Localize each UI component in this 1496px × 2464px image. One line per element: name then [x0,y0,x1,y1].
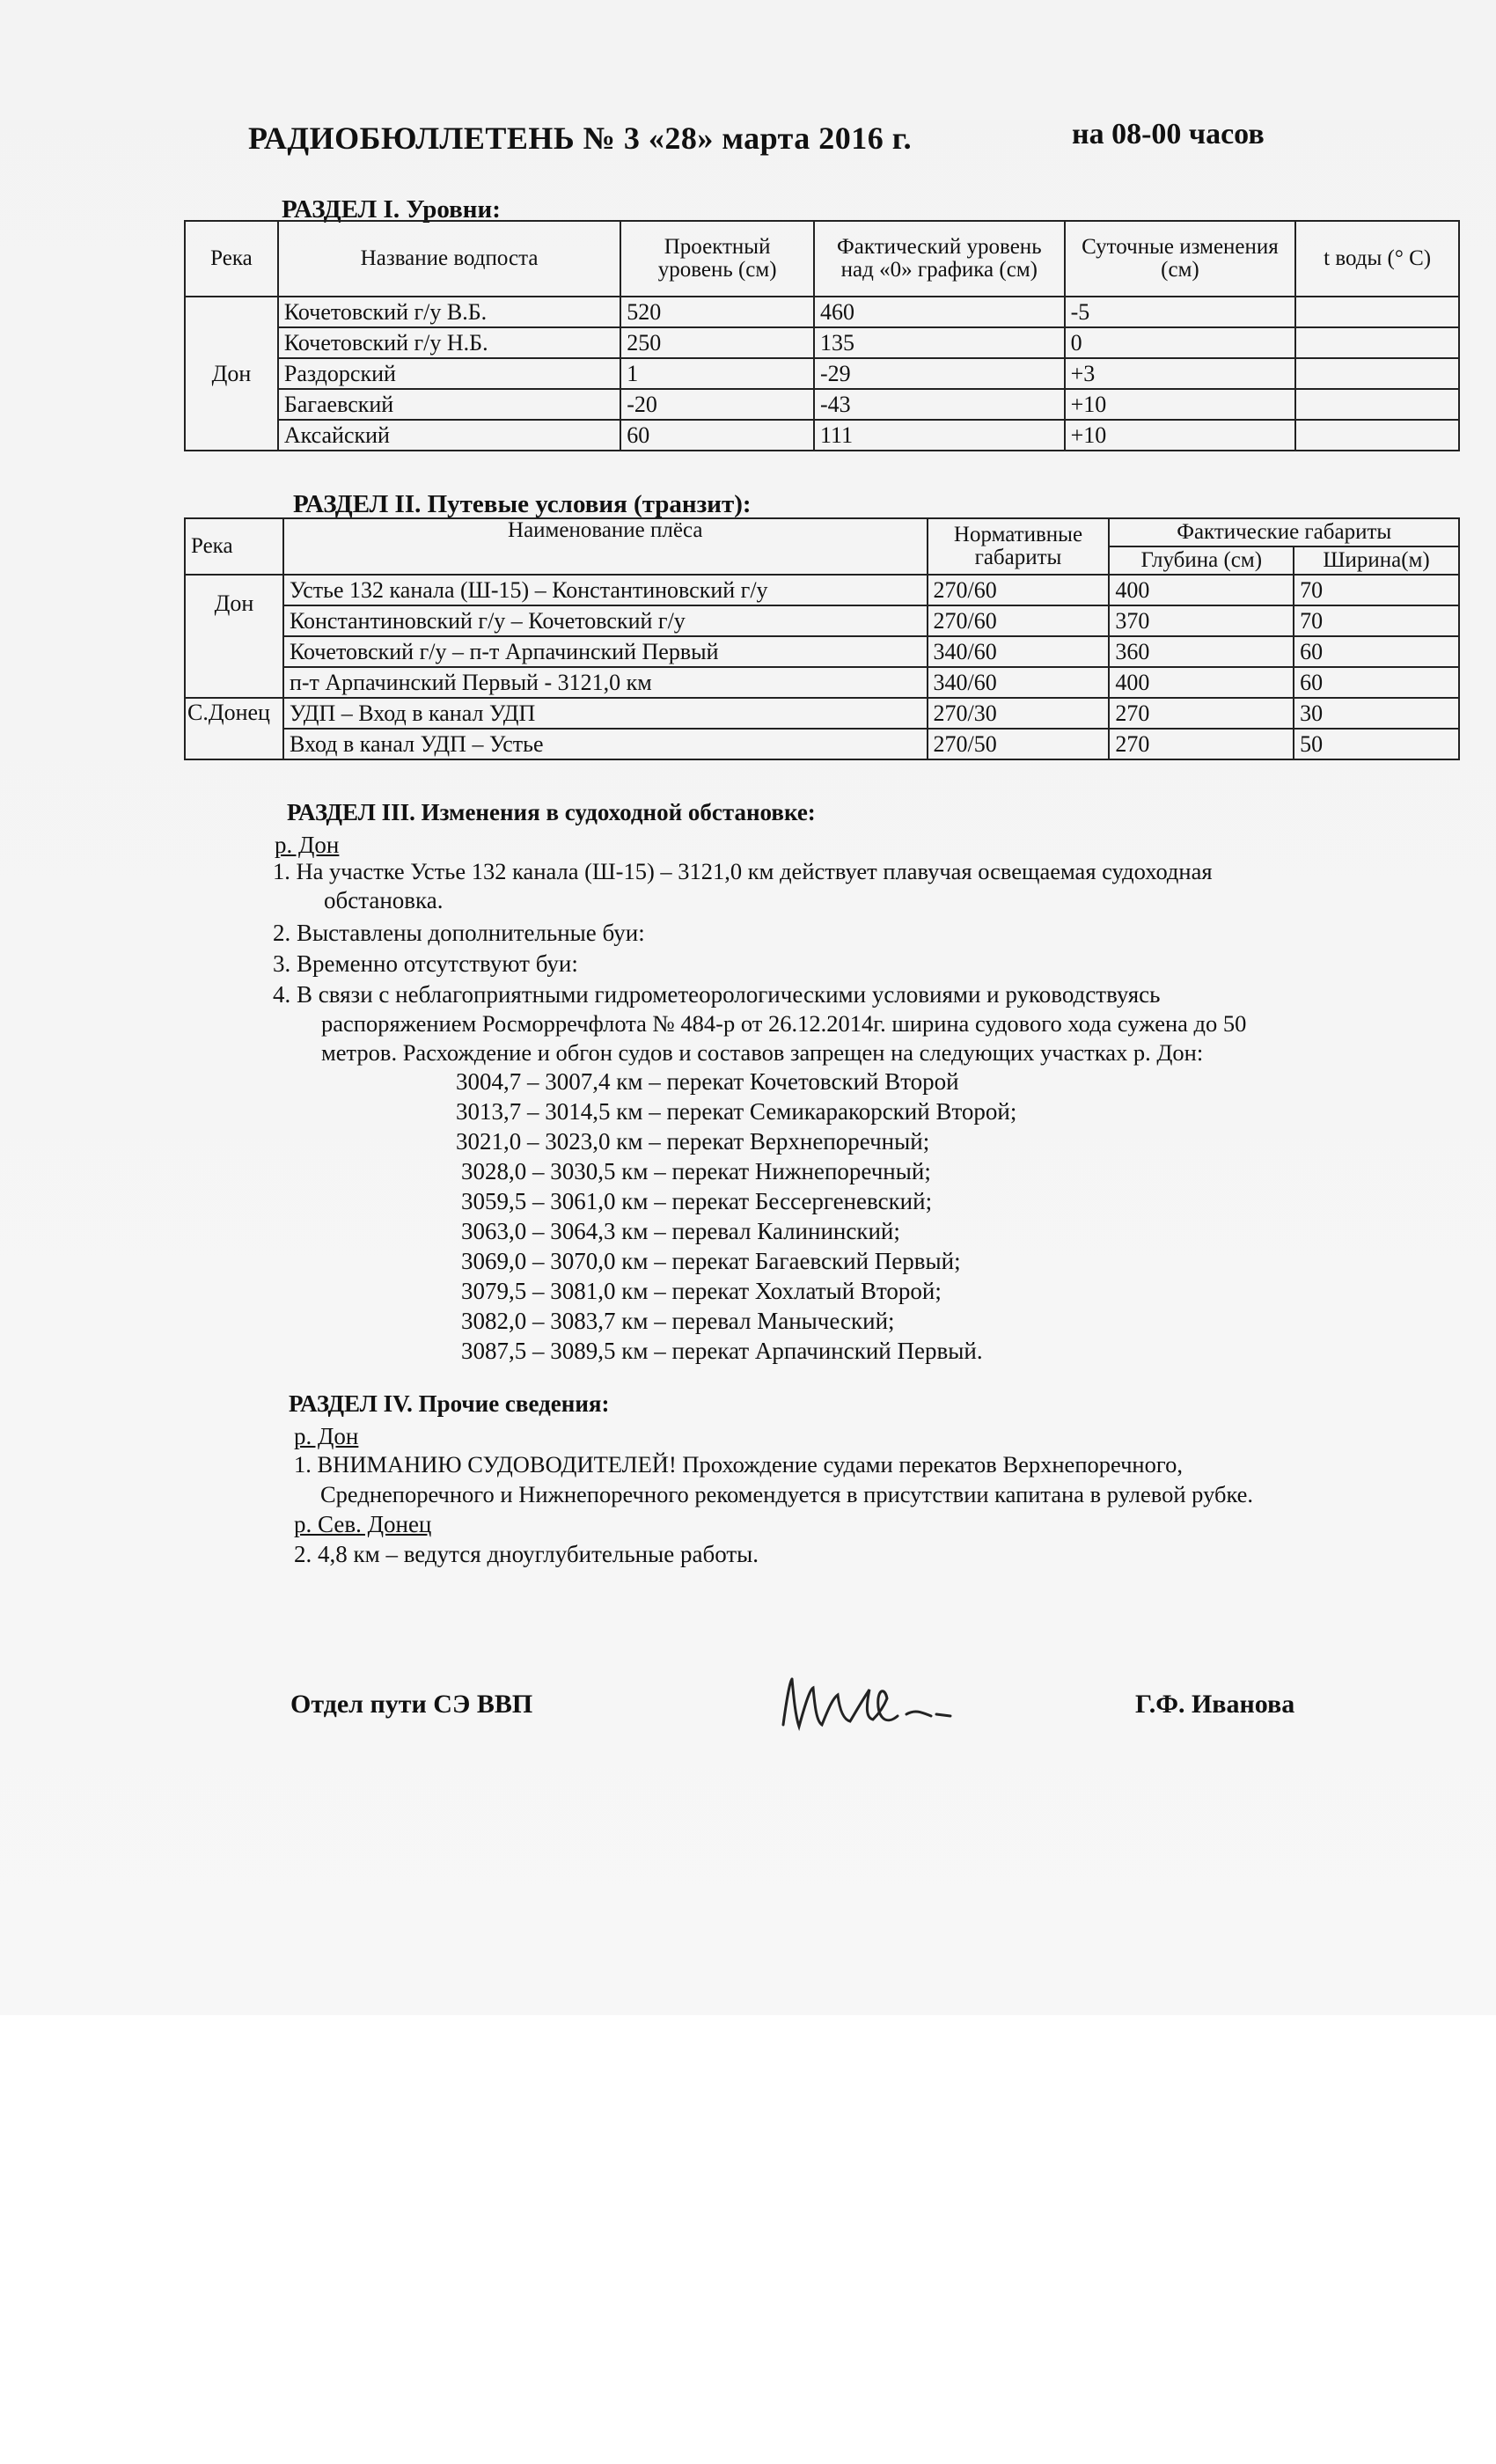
restricted-segment: 3079,5 – 3081,0 км – перекат Хохлатый Второй; [461,1278,942,1304]
actual-depth: 400 [1109,575,1294,605]
station-name: Раздорский [278,358,620,389]
department-name: Отдел пути СЭ ВВП [290,1690,533,1719]
water-temp [1295,358,1459,389]
table-row [185,636,1459,667]
daily-change: +10 [1065,389,1296,420]
section3-item2: 2. Выставлены дополнительные буи: [273,920,645,946]
section4-item2: 2. 4,8 км – ведутся дноуглубительные работы. [294,1541,759,1567]
table-row [185,358,1459,389]
transit-header-row [185,518,1459,546]
actual-level: 111 [814,420,1065,451]
section4-item1-cont: Среднепоречного и Нижнепоречного рекомендуется в присутствии капитана в рулевой рубке. [320,1481,1254,1507]
col-depth: Глубина (см) [1109,546,1294,575]
handwritten-signature [774,1663,968,1742]
restricted-segment: 3082,0 – 3083,7 км – перевал Маныческий; [461,1308,895,1334]
station-name: Аксайский [278,420,620,451]
bulletin-time: на 08-00 часов [1072,118,1265,150]
actual-level: 135 [814,327,1065,358]
col-water-temp: t воды (° C) [1295,221,1459,297]
normative-dim: 340/60 [928,636,1110,667]
actual-level: 460 [814,297,1065,327]
section4-heading: РАЗДЕЛ IV. Прочие сведения: [289,1390,610,1417]
restricted-segment: 3013,7 – 3014,5 км – перекат Семикаракорский Второй; [456,1098,1017,1125]
normative-dim: 270/30 [928,698,1110,729]
section2-heading: РАЗДЕЛ II. Путевые условия (транзит): [293,490,752,518]
table-row [185,420,1459,451]
col-actual-dimensions: Фактические габариты [1109,518,1459,546]
section4-river-don: р. Дон [294,1423,359,1449]
actual-width: 60 [1294,667,1459,698]
col-width: Ширина(м) [1294,546,1459,575]
col-daily-change: Суточные изменения (см) [1065,221,1296,297]
restricted-segment: 3069,0 – 3070,0 км – перекат Багаевский Первый; [461,1248,961,1274]
reach-name: п-т Арпачинский Первый - 3121,0 км [283,667,928,698]
normative-dim: 270/60 [928,605,1110,636]
station-name: Кочетовский г/у Н.Б. [278,327,620,358]
daily-change: -5 [1065,297,1296,327]
water-temp [1295,420,1459,451]
restricted-segment: 3087,5 – 3089,5 км – перекат Арпачинский Первый. [461,1338,983,1364]
reach-name: УДП – Вход в канал УДП [283,698,928,729]
actual-width: 50 [1294,729,1459,759]
levels-table [184,220,1460,451]
table-row [185,605,1459,636]
col-project-level: Проектный уровень (см) [620,221,814,297]
actual-depth: 270 [1109,729,1294,759]
normative-dim: 270/60 [928,575,1110,605]
actual-width: 70 [1294,605,1459,636]
table-row [185,575,1459,605]
section3-item1-cont: обстановка. [324,887,444,913]
daily-change: +10 [1065,420,1296,451]
section4-item1: 1. ВНИМАНИЮ СУДОВОДИТЕЛЕЙ! Прохождение судами перекатов Верхнепоречного, [294,1451,1183,1478]
section3-river: р. Дон [275,832,340,858]
reach-name: Константиновский г/у – Кочетовский г/у [283,605,928,636]
table-row [185,667,1459,698]
col-normative: Нормативные габариты [928,518,1110,575]
levels-header-row [185,221,1459,297]
table-row [185,729,1459,759]
actual-width: 70 [1294,575,1459,605]
daily-change: +3 [1065,358,1296,389]
normative-dim: 340/60 [928,667,1110,698]
restricted-segment: 3021,0 – 3023,0 км – перекат Верхнепоречный; [456,1128,930,1155]
signer-name: Г.Ф. Иванова [1135,1690,1295,1719]
reach-name: Вход в канал УДП – Устье [283,729,928,759]
daily-change: 0 [1065,327,1296,358]
water-temp [1295,327,1459,358]
section3-item1: 1. На участке Устье 132 канала (Ш-15) – 3121,0 км действует плавучая освещаемая судоходная [273,858,1213,884]
normative-dim: 270/50 [928,729,1110,759]
table-row [185,389,1459,420]
col-reach-name: Наименование плёса [283,518,928,575]
table-row [185,297,1459,327]
section3-heading: РАЗДЕЛ III. Изменения в судоходной обстановке: [287,799,816,825]
reach-name: Кочетовский г/у – п-т Арпачинский Первый [283,636,928,667]
station-name: Кочетовский г/у В.Б. [278,297,620,327]
actual-level: -29 [814,358,1065,389]
table-row [185,327,1459,358]
station-name: Багаевский [278,389,620,420]
section1-heading: РАЗДЕЛ I. Уровни: [282,195,501,224]
actual-depth: 370 [1109,605,1294,636]
water-temp [1295,389,1459,420]
section3-item4: 4. В связи с неблагоприятными гидрометеорологическими условиями и руководствуясь [273,981,1161,1008]
section3-item4-cont2: метров. Расхождение и обгон судов и составов запрещен на следующих участках р. Дон: [321,1039,1204,1066]
restricted-segment: 3004,7 – 3007,4 км – перекат Кочетовский Второй [456,1068,959,1095]
restricted-segment: 3063,0 – 3064,3 км – перевал Калининский; [461,1218,900,1244]
table-row [185,698,1459,729]
section4-river-donets: р. Сев. Донец [294,1511,432,1537]
bulletin-title: РАДИОБЮЛЛЕТЕНЬ № 3 «28» марта 2016 г. [248,121,913,156]
section3-item4-cont1: распоряжением Росморречфлота № 484-р от 26.12.2014г. ширина судового хода сужена до 50 [321,1010,1247,1037]
col-actual-level: Фактический уровень над «0» графика (см) [814,221,1065,297]
project-level: 1 [620,358,814,389]
actual-depth: 360 [1109,636,1294,667]
actual-width: 30 [1294,698,1459,729]
col-river: Река [185,518,283,575]
project-level: 520 [620,297,814,327]
col-station: Название водпоста [278,221,620,297]
actual-width: 60 [1294,636,1459,667]
col-river: Река [185,221,278,297]
actual-level: -43 [814,389,1065,420]
river-name: Дон [185,297,278,451]
transit-table [184,517,1460,760]
section3-item3: 3. Временно отсутствуют буи: [273,950,578,977]
river-name: С.Донец [185,698,283,759]
water-temp [1295,297,1459,327]
reach-name: Устье 132 канала (Ш-15) – Константиновский г/у [283,575,928,605]
restricted-segment: 3059,5 – 3061,0 км – перекат Бессергеневский; [461,1188,933,1214]
project-level: -20 [620,389,814,420]
actual-depth: 400 [1109,667,1294,698]
river-name: Дон [185,575,283,698]
restricted-segment: 3028,0 – 3030,5 км – перекат Нижнепоречный; [461,1158,931,1184]
actual-depth: 270 [1109,698,1294,729]
project-level: 250 [620,327,814,358]
project-level: 60 [620,420,814,451]
